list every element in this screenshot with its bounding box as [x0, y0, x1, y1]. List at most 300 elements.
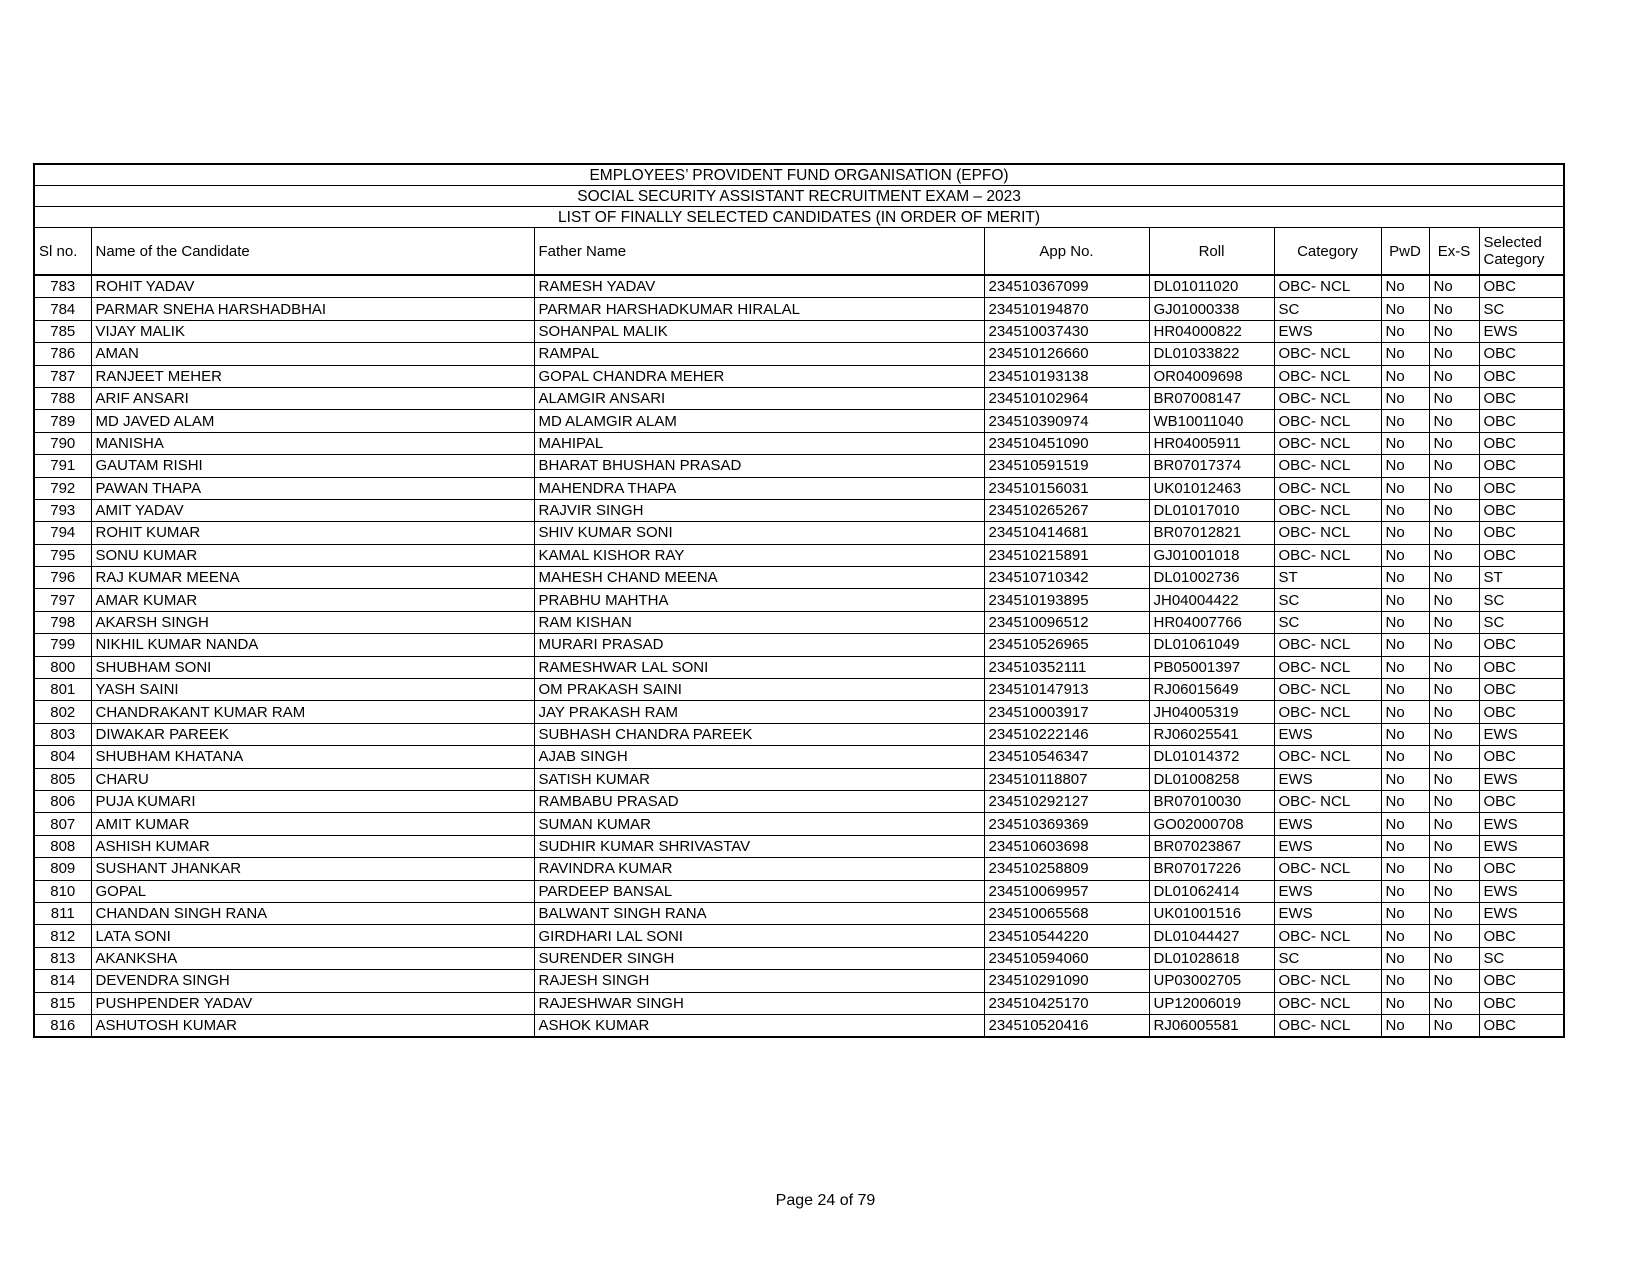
table-row [34, 343, 1564, 365]
cell-roll: BR07008147 [1149, 387, 1274, 409]
cell-sl-no: 787 [34, 365, 91, 387]
table-row [34, 320, 1564, 342]
list-title-row [34, 207, 1564, 228]
cell-roll: WB10011040 [1149, 410, 1274, 432]
table-row [34, 455, 1564, 477]
table-row [34, 880, 1564, 902]
cell-father-name: SUBHASH CHANDRA PAREEK [534, 723, 984, 745]
table-row [34, 365, 1564, 387]
table-row [34, 477, 1564, 499]
cell-selected-category: OBC [1479, 365, 1564, 387]
cell-category: OBC- NCL [1274, 858, 1381, 880]
cell-category: EWS [1274, 768, 1381, 790]
cell-app-no: 234510258809 [984, 858, 1149, 880]
cell-candidate-name: SHUBHAM SONI [91, 656, 534, 678]
cell-selected-category: OBC [1479, 343, 1564, 365]
cell-candidate-name: AKANKSHA [91, 947, 534, 969]
cell-sl-no: 794 [34, 522, 91, 544]
table-row [34, 768, 1564, 790]
cell-pwd: No [1381, 992, 1429, 1014]
cell-roll: DL01014372 [1149, 746, 1274, 768]
cell-selected-category: SC [1479, 589, 1564, 611]
cell-category: EWS [1274, 902, 1381, 924]
cell-app-no: 234510215891 [984, 544, 1149, 566]
col-header-roll: Roll [1149, 228, 1274, 276]
cell-candidate-name: PUJA KUMARI [91, 790, 534, 812]
cell-roll: UP12006019 [1149, 992, 1274, 1014]
cell-candidate-name: MD JAVED ALAM [91, 410, 534, 432]
cell-category: ST [1274, 567, 1381, 589]
cell-pwd: No [1381, 902, 1429, 924]
cell-category: EWS [1274, 835, 1381, 857]
cell-ex-s: No [1429, 455, 1479, 477]
cell-selected-category: SC [1479, 298, 1564, 320]
col-header-sl-no: Sl no. [34, 228, 91, 276]
cell-candidate-name: PARMAR SNEHA HARSHADBHAI [91, 298, 534, 320]
cell-father-name: MAHENDRA THAPA [534, 477, 984, 499]
cell-sl-no: 797 [34, 589, 91, 611]
cell-sl-no: 796 [34, 567, 91, 589]
cell-candidate-name: MANISHA [91, 432, 534, 454]
cell-app-no: 234510425170 [984, 992, 1149, 1014]
cell-ex-s: No [1429, 701, 1479, 723]
cell-candidate-name: RAJ KUMAR MEENA [91, 567, 534, 589]
cell-candidate-name: AMAR KUMAR [91, 589, 534, 611]
cell-roll: BR07017374 [1149, 455, 1274, 477]
cell-sl-no: 788 [34, 387, 91, 409]
cell-pwd: No [1381, 589, 1429, 611]
cell-selected-category: OBC [1479, 410, 1564, 432]
col-header-father-name: Father Name [534, 228, 984, 276]
cell-candidate-name: AMIT KUMAR [91, 813, 534, 835]
cell-sl-no: 808 [34, 835, 91, 857]
cell-app-no: 234510591519 [984, 455, 1149, 477]
col-header-app-no: App No. [984, 228, 1149, 276]
table-row [34, 679, 1564, 701]
cell-app-no: 234510520416 [984, 1014, 1149, 1037]
table-row [34, 387, 1564, 409]
cell-app-no: 234510037430 [984, 320, 1149, 342]
cell-ex-s: No [1429, 746, 1479, 768]
column-header-row [34, 228, 1564, 276]
cell-father-name: MAHESH CHAND MEENA [534, 567, 984, 589]
cell-category: OBC- NCL [1274, 455, 1381, 477]
cell-app-no: 234510003917 [984, 701, 1149, 723]
cell-pwd: No [1381, 365, 1429, 387]
cell-sl-no: 791 [34, 455, 91, 477]
cell-pwd: No [1381, 746, 1429, 768]
cell-candidate-name: CHANDAN SINGH RANA [91, 902, 534, 924]
cell-pwd: No [1381, 1014, 1429, 1037]
cell-app-no: 234510102964 [984, 387, 1149, 409]
candidates-table [33, 163, 1565, 1038]
cell-ex-s: No [1429, 992, 1479, 1014]
cell-sl-no: 807 [34, 813, 91, 835]
cell-ex-s: No [1429, 499, 1479, 521]
cell-pwd: No [1381, 343, 1429, 365]
cell-category: OBC- NCL [1274, 1014, 1381, 1037]
cell-category: OBC- NCL [1274, 499, 1381, 521]
cell-sl-no: 792 [34, 477, 91, 499]
cell-category: OBC- NCL [1274, 701, 1381, 723]
cell-app-no: 234510710342 [984, 567, 1149, 589]
table-row [34, 925, 1564, 947]
cell-pwd: No [1381, 880, 1429, 902]
cell-roll: BR07012821 [1149, 522, 1274, 544]
cell-app-no: 234510193895 [984, 589, 1149, 611]
cell-candidate-name: ASHUTOSH KUMAR [91, 1014, 534, 1037]
cell-ex-s: No [1429, 410, 1479, 432]
cell-ex-s: No [1429, 365, 1479, 387]
cell-pwd: No [1381, 275, 1429, 298]
cell-candidate-name: ROHIT KUMAR [91, 522, 534, 544]
cell-father-name: SOHANPAL MALIK [534, 320, 984, 342]
cell-pwd: No [1381, 925, 1429, 947]
cell-category: OBC- NCL [1274, 343, 1381, 365]
cell-app-no: 234510193138 [984, 365, 1149, 387]
cell-sl-no: 783 [34, 275, 91, 298]
cell-candidate-name: AKARSH SINGH [91, 611, 534, 633]
cell-category: SC [1274, 298, 1381, 320]
cell-category: OBC- NCL [1274, 925, 1381, 947]
cell-roll: HR04000822 [1149, 320, 1274, 342]
cell-app-no: 234510451090 [984, 432, 1149, 454]
cell-father-name: SHIV KUMAR SONI [534, 522, 984, 544]
cell-category: OBC- NCL [1274, 387, 1381, 409]
cell-app-no: 234510369369 [984, 813, 1149, 835]
cell-app-no: 234510118807 [984, 768, 1149, 790]
cell-selected-category: OBC [1479, 499, 1564, 521]
table-row [34, 589, 1564, 611]
cell-pwd: No [1381, 298, 1429, 320]
cell-category: EWS [1274, 723, 1381, 745]
cell-candidate-name: AMAN [91, 343, 534, 365]
table-row [34, 790, 1564, 812]
cell-selected-category: OBC [1479, 656, 1564, 678]
cell-roll: DL01033822 [1149, 343, 1274, 365]
cell-candidate-name: ARIF ANSARI [91, 387, 534, 409]
cell-category: OBC- NCL [1274, 679, 1381, 701]
cell-sl-no: 816 [34, 1014, 91, 1037]
cell-father-name: RAMESH YADAV [534, 275, 984, 298]
cell-roll: DL01011020 [1149, 275, 1274, 298]
cell-roll: BR07010030 [1149, 790, 1274, 812]
table-row [34, 813, 1564, 835]
cell-category: SC [1274, 589, 1381, 611]
cell-pwd: No [1381, 835, 1429, 857]
table-row [34, 432, 1564, 454]
cell-sl-no: 804 [34, 746, 91, 768]
cell-ex-s: No [1429, 1014, 1479, 1037]
cell-ex-s: No [1429, 947, 1479, 969]
cell-app-no: 234510546347 [984, 746, 1149, 768]
cell-roll: DL01002736 [1149, 567, 1274, 589]
table-row [34, 992, 1564, 1014]
cell-selected-category: OBC [1479, 1014, 1564, 1037]
cell-category: OBC- NCL [1274, 656, 1381, 678]
cell-roll: RJ06005581 [1149, 1014, 1274, 1037]
cell-father-name: BHARAT BHUSHAN PRASAD [534, 455, 984, 477]
cell-sl-no: 786 [34, 343, 91, 365]
cell-app-no: 234510414681 [984, 522, 1149, 544]
cell-pwd: No [1381, 947, 1429, 969]
cell-app-no: 234510352111 [984, 656, 1149, 678]
cell-sl-no: 812 [34, 925, 91, 947]
cell-selected-category: OBC [1479, 544, 1564, 566]
cell-selected-category: OBC [1479, 387, 1564, 409]
cell-app-no: 234510069957 [984, 880, 1149, 902]
cell-selected-category: OBC [1479, 858, 1564, 880]
cell-father-name: AJAB SINGH [534, 746, 984, 768]
table-row [34, 701, 1564, 723]
cell-roll: UK01001516 [1149, 902, 1274, 924]
cell-candidate-name: RANJEET MEHER [91, 365, 534, 387]
cell-sl-no: 799 [34, 634, 91, 656]
cell-sl-no: 806 [34, 790, 91, 812]
cell-pwd: No [1381, 387, 1429, 409]
cell-roll: BR07017226 [1149, 858, 1274, 880]
table-row [34, 1014, 1564, 1037]
cell-app-no: 234510603698 [984, 835, 1149, 857]
cell-candidate-name: AMIT YADAV [91, 499, 534, 521]
table-row [34, 275, 1564, 298]
cell-ex-s: No [1429, 432, 1479, 454]
cell-sl-no: 801 [34, 679, 91, 701]
cell-ex-s: No [1429, 679, 1479, 701]
table-row [34, 746, 1564, 768]
cell-sl-no: 814 [34, 970, 91, 992]
cell-pwd: No [1381, 970, 1429, 992]
cell-father-name: MURARI PRASAD [534, 634, 984, 656]
cell-father-name: RAJVIR SINGH [534, 499, 984, 521]
cell-category: OBC- NCL [1274, 790, 1381, 812]
cell-category: EWS [1274, 320, 1381, 342]
cell-ex-s: No [1429, 970, 1479, 992]
cell-selected-category: EWS [1479, 320, 1564, 342]
table-row [34, 723, 1564, 745]
cell-app-no: 234510222146 [984, 723, 1149, 745]
cell-ex-s: No [1429, 880, 1479, 902]
cell-category: SC [1274, 947, 1381, 969]
org-title: EMPLOYEES’ PROVIDENT FUND ORGANISATION (EPFO) [34, 164, 1564, 186]
cell-pwd: No [1381, 790, 1429, 812]
cell-ex-s: No [1429, 298, 1479, 320]
cell-roll: DL01028618 [1149, 947, 1274, 969]
table-row [34, 410, 1564, 432]
cell-father-name: OM PRAKASH SAINI [534, 679, 984, 701]
cell-sl-no: 790 [34, 432, 91, 454]
col-header-candidate-name: Name of the Candidate [91, 228, 534, 276]
cell-ex-s: No [1429, 275, 1479, 298]
cell-roll: UP03002705 [1149, 970, 1274, 992]
table-row [34, 970, 1564, 992]
cell-ex-s: No [1429, 858, 1479, 880]
cell-candidate-name: YASH SAINI [91, 679, 534, 701]
cell-category: OBC- NCL [1274, 432, 1381, 454]
cell-ex-s: No [1429, 723, 1479, 745]
cell-selected-category: OBC [1479, 522, 1564, 544]
cell-selected-category: OBC [1479, 477, 1564, 499]
cell-candidate-name: DIWAKAR PAREEK [91, 723, 534, 745]
cell-pwd: No [1381, 499, 1429, 521]
cell-roll: HR04005911 [1149, 432, 1274, 454]
cell-selected-category: EWS [1479, 835, 1564, 857]
cell-father-name: PRABHU MAHTHA [534, 589, 984, 611]
cell-sl-no: 785 [34, 320, 91, 342]
cell-roll: HR04007766 [1149, 611, 1274, 633]
cell-father-name: ALAMGIR ANSARI [534, 387, 984, 409]
cell-roll: RJ06015649 [1149, 679, 1274, 701]
cell-roll: DL01008258 [1149, 768, 1274, 790]
cell-ex-s: No [1429, 656, 1479, 678]
cell-candidate-name: CHARU [91, 768, 534, 790]
cell-father-name: BALWANT SINGH RANA [534, 902, 984, 924]
cell-category: EWS [1274, 813, 1381, 835]
cell-category: OBC- NCL [1274, 544, 1381, 566]
cell-sl-no: 784 [34, 298, 91, 320]
cell-app-no: 234510065568 [984, 902, 1149, 924]
cell-father-name: GIRDHARI LAL SONI [534, 925, 984, 947]
cell-app-no: 234510156031 [984, 477, 1149, 499]
cell-roll: OR04009698 [1149, 365, 1274, 387]
cell-sl-no: 809 [34, 858, 91, 880]
cell-app-no: 234510096512 [984, 611, 1149, 633]
cell-father-name: MAHIPAL [534, 432, 984, 454]
cell-sl-no: 802 [34, 701, 91, 723]
cell-candidate-name: VIJAY MALIK [91, 320, 534, 342]
cell-sl-no: 795 [34, 544, 91, 566]
cell-pwd: No [1381, 656, 1429, 678]
cell-app-no: 234510367099 [984, 275, 1149, 298]
cell-category: OBC- NCL [1274, 634, 1381, 656]
cell-father-name: JAY PRAKASH RAM [534, 701, 984, 723]
cell-roll: UK01012463 [1149, 477, 1274, 499]
cell-app-no: 234510594060 [984, 947, 1149, 969]
col-header-selected-category: Selected Category [1479, 228, 1564, 276]
cell-pwd: No [1381, 701, 1429, 723]
cell-roll: JH04004422 [1149, 589, 1274, 611]
cell-ex-s: No [1429, 477, 1479, 499]
cell-father-name: RAJESHWAR SINGH [534, 992, 984, 1014]
cell-app-no: 234510147913 [984, 679, 1149, 701]
cell-selected-category: OBC [1479, 634, 1564, 656]
exam-title-row [34, 186, 1564, 207]
cell-ex-s: No [1429, 320, 1479, 342]
cell-father-name: RAJESH SINGH [534, 970, 984, 992]
cell-ex-s: No [1429, 544, 1479, 566]
cell-candidate-name: DEVENDRA SINGH [91, 970, 534, 992]
cell-sl-no: 805 [34, 768, 91, 790]
table-row [34, 656, 1564, 678]
table-row [34, 499, 1564, 521]
cell-category: OBC- NCL [1274, 746, 1381, 768]
cell-selected-category: OBC [1479, 992, 1564, 1014]
cell-app-no: 234510291090 [984, 970, 1149, 992]
cell-sl-no: 815 [34, 992, 91, 1014]
cell-selected-category: OBC [1479, 275, 1564, 298]
cell-father-name: KAMAL KISHOR RAY [534, 544, 984, 566]
cell-candidate-name: PAWAN THAPA [91, 477, 534, 499]
cell-candidate-name: SHUBHAM KHATANA [91, 746, 534, 768]
cell-ex-s: No [1429, 634, 1479, 656]
cell-sl-no: 810 [34, 880, 91, 902]
cell-ex-s: No [1429, 768, 1479, 790]
cell-roll: JH04005319 [1149, 701, 1274, 723]
cell-candidate-name: NIKHIL KUMAR NANDA [91, 634, 534, 656]
cell-father-name: GOPAL CHANDRA MEHER [534, 365, 984, 387]
cell-selected-category: OBC [1479, 455, 1564, 477]
cell-pwd: No [1381, 723, 1429, 745]
cell-roll: GJ01001018 [1149, 544, 1274, 566]
cell-pwd: No [1381, 611, 1429, 633]
cell-father-name: PARMAR HARSHADKUMAR HIRALAL [534, 298, 984, 320]
merit-list-sheet [33, 163, 1563, 1038]
table-row [34, 858, 1564, 880]
cell-selected-category: SC [1479, 947, 1564, 969]
cell-father-name: SATISH KUMAR [534, 768, 984, 790]
cell-pwd: No [1381, 634, 1429, 656]
cell-ex-s: No [1429, 387, 1479, 409]
cell-father-name: SUMAN KUMAR [534, 813, 984, 835]
cell-app-no: 234510265267 [984, 499, 1149, 521]
cell-sl-no: 793 [34, 499, 91, 521]
cell-roll: DL01062414 [1149, 880, 1274, 902]
cell-ex-s: No [1429, 589, 1479, 611]
cell-selected-category: OBC [1479, 790, 1564, 812]
cell-ex-s: No [1429, 835, 1479, 857]
cell-app-no: 234510126660 [984, 343, 1149, 365]
cell-roll: PB05001397 [1149, 656, 1274, 678]
cell-ex-s: No [1429, 790, 1479, 812]
cell-selected-category: EWS [1479, 768, 1564, 790]
cell-father-name: SURENDER SINGH [534, 947, 984, 969]
cell-pwd: No [1381, 477, 1429, 499]
cell-pwd: No [1381, 679, 1429, 701]
cell-candidate-name: SUSHANT JHANKAR [91, 858, 534, 880]
org-title-row [34, 164, 1564, 186]
cell-roll: GJ01000338 [1149, 298, 1274, 320]
exam-title: SOCIAL SECURITY ASSISTANT RECRUITMENT EXAM – 2023 [34, 186, 1564, 207]
col-header-category: Category [1274, 228, 1381, 276]
cell-pwd: No [1381, 858, 1429, 880]
cell-app-no: 234510194870 [984, 298, 1149, 320]
cell-pwd: No [1381, 432, 1429, 454]
cell-roll: DL01061049 [1149, 634, 1274, 656]
cell-selected-category: EWS [1479, 902, 1564, 924]
cell-candidate-name: LATA SONI [91, 925, 534, 947]
cell-pwd: No [1381, 768, 1429, 790]
cell-pwd: No [1381, 544, 1429, 566]
cell-selected-category: EWS [1479, 880, 1564, 902]
cell-roll: DL01044427 [1149, 925, 1274, 947]
cell-pwd: No [1381, 522, 1429, 544]
cell-sl-no: 803 [34, 723, 91, 745]
cell-selected-category: EWS [1479, 813, 1564, 835]
cell-roll: BR07023867 [1149, 835, 1274, 857]
table-row [34, 634, 1564, 656]
cell-category: OBC- NCL [1274, 275, 1381, 298]
cell-pwd: No [1381, 813, 1429, 835]
cell-candidate-name: SONU KUMAR [91, 544, 534, 566]
cell-category: OBC- NCL [1274, 477, 1381, 499]
cell-roll: RJ06025541 [1149, 723, 1274, 745]
cell-candidate-name: PUSHPENDER YADAV [91, 992, 534, 1014]
cell-sl-no: 800 [34, 656, 91, 678]
cell-selected-category: OBC [1479, 432, 1564, 454]
cell-category: SC [1274, 611, 1381, 633]
cell-roll: DL01017010 [1149, 499, 1274, 521]
table-row [34, 522, 1564, 544]
